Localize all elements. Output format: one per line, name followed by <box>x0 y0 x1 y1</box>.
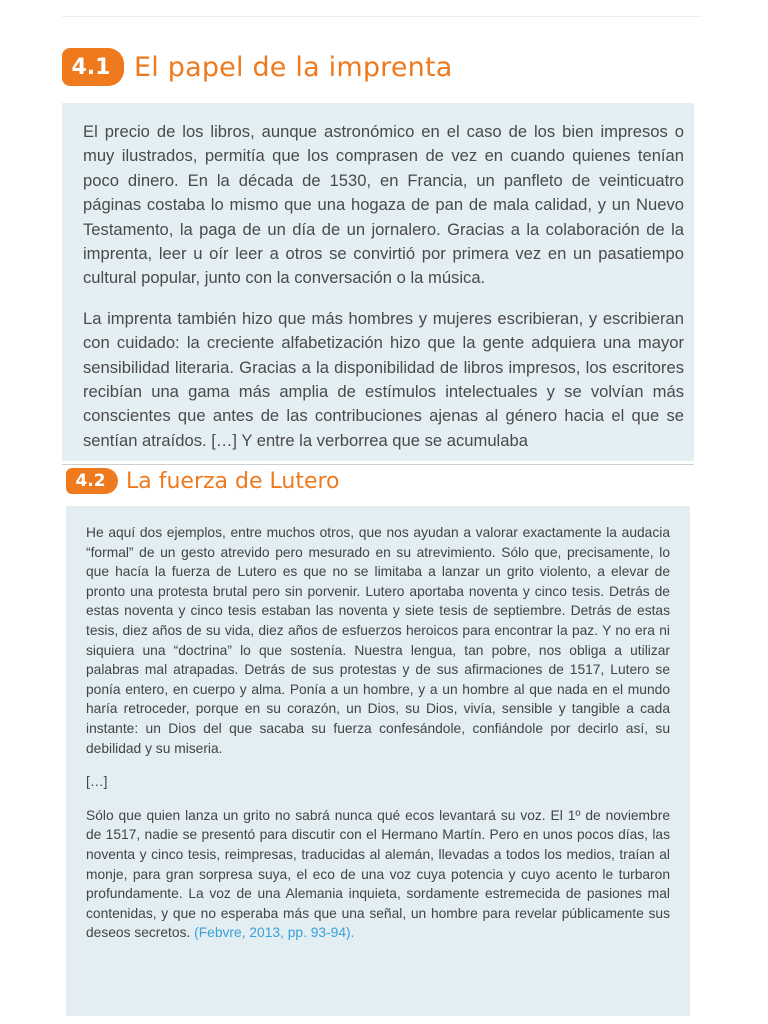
ellipsis: […] <box>86 774 108 790</box>
section-4-2-quote-box <box>66 506 690 1016</box>
section-number-badge: 4.2 <box>66 468 118 494</box>
section-title: El papel de la imprenta <box>134 51 453 83</box>
section-4-2-header <box>66 466 340 496</box>
section-divider <box>62 464 694 465</box>
section-4-1-text-box <box>62 103 694 461</box>
paragraph-text: Sólo que quien lanza un grito no sabrá nunca qué ecos levantará su voz. El 1º de noviembre de 1517, nadie se presentó para discutir con el Hermano Martín. Pero en unos pocos días, las noventa y cinco tesis, reimpresas, traducidas al alemán, llevadas a todos los medios, traían al monje, para gran sorpresa suya, el eco de una voz cuya potencia y cuyo acento le turbaron profundamente. La voz de una Alemania inquieta, sordamente estremecida de pasiones mal contenidas, y que no esperaba más que una señal, un hombre para revelar públicamente sus deseos secretos. <box>86 807 670 941</box>
paragraph <box>86 806 670 943</box>
section-title: La fuerza de Lutero <box>126 468 340 494</box>
section-4-1-header <box>62 47 453 87</box>
top-rule <box>62 16 702 17</box>
paragraph: La imprenta también hizo que más hombres y mujeres escribieran, y escribieran con cuidado: la creciente alfabetización hizo que la gente adquiera una mayor sensibilidad literaria. Gracias a la disponibilidad de libros impresos, los escritores recibían una gama más amplia de estímulos intelectuales y se volvían más conscientes que antes de las contribuciones ajenas al género hacia el que se sentían atraídos. […] Y entre la verborrea que se acumulaba <box>83 308 684 450</box>
paragraph: El precio de los libros, aunque astronómico en el caso de los bien impresos o muy ilustrados, permitía que los comprasen de vez en cuando quienes tenían poco dinero. En la década de 1530, en Francia, un panfleto de veinticuatro páginas costaba lo mismo que una hogaza de pan de mala calidad, y un Nuevo Testamento, la paga de un día de un jornalero. Gracias a la colaboración de la imprenta, leer u oír leer a otros se convirtió por primera vez en un pasatiempo cultural popular, junto con la conversación o la música. <box>83 122 684 288</box>
citation: (Febvre, 2013, pp. 93-94). <box>194 925 355 941</box>
section-number-badge: 4.1 <box>62 48 124 86</box>
paragraph: He aquí dos ejemplos, entre muchos otros, que nos ayudan a valorar exactamente la audacia “formal” de un gesto atrevido pero mesurado en su atrevimiento. Sólo que, precisamente, lo que hacía la fuerza de Lutero es que no se limitaba a lanzar un grito violento, a elevar de pronto una protesta brutal pero sin porvenir. Lutero aportaba noventa y cinco tesis. Detrás de estas noventa y cinco tesis estaban las noventa y siete tesis de septiembre. Detrás de estas tesis, diez años de su vida, diez años de esfuerzos heroicos para encontrar la paz. Y no era ni siquiera una “doctrina” lo que sostenía. Nuestra lengua, tan pobre, nos obliga a utilizar palabras mal atrapadas. Detrás de sus protestas y de sus afirmaciones de 1517, Lutero se ponía entero, en cuerpo y alma. Ponía a un hombre, y a un hombre al que nada en el mundo haría retroceder, porque en su corazón, un Dios, su Dios, vivía, sensible y tangible a cada instante: un Dios del que sacaba su fuerza confesándole, confiándole por decirlo así, su debilidad y su miseria. <box>86 525 670 756</box>
